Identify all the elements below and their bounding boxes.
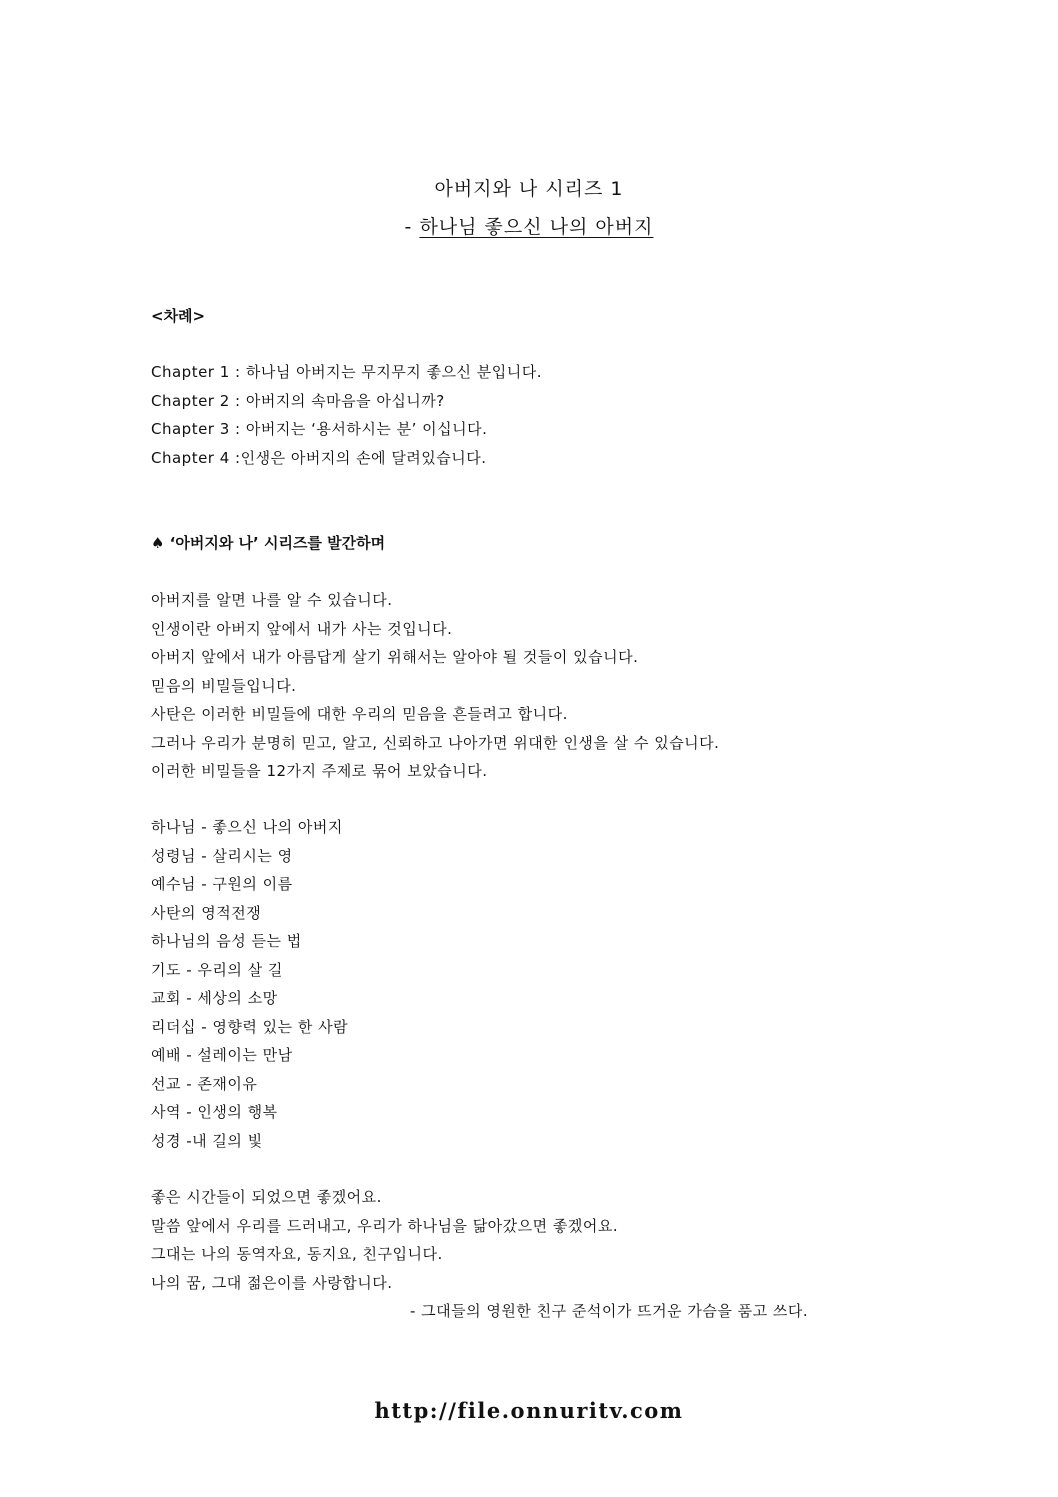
topic-item: 성령님 - 살리시는 영 (151, 846, 293, 865)
toc-heading: <차례> (151, 307, 206, 325)
toc-item: Chapter 3 : 아버지는 ‘용서하시는 분’ 이십니다. (151, 420, 488, 438)
intro-line: 이러한 비밀들을 12가지 주제로 묶어 보았습니다. (151, 762, 488, 780)
topic-item: 사역 - 인생의 행복 (151, 1103, 278, 1121)
intro-line: 믿음의 비밀들입니다. (151, 676, 297, 695)
closing-line: 좋은 시간들이 되었으면 좋겠어요. (151, 1188, 382, 1206)
intro-line: 아버지 앞에서 내가 아름답게 살기 위해서는 알아야 될 것들이 있습니다. (151, 648, 639, 666)
intro-line: 사탄은 이러한 비밀들에 대한 우리의 믿음을 흔들려고 합니다. (151, 705, 568, 723)
closing-line: 그대는 나의 동역자요, 동지요, 친구입니다. (151, 1245, 443, 1263)
topic-item: 리더십 - 영향력 있는 한 사람 (151, 1017, 349, 1036)
topic-item: 예배 - 설레이는 만남 (151, 1046, 293, 1064)
closing-line: 말씀 앞에서 우리를 드러내고, 우리가 하나님을 닮아갔으면 좋겠어요. (151, 1216, 619, 1235)
topic-item: 성경 -내 길의 빛 (151, 1131, 263, 1150)
intro-paragraph (151, 586, 719, 786)
topic-item: 하나님의 음성 듣는 법 (151, 932, 302, 950)
author-signature: - 그대들의 영원한 친구 준석이가 뜨거운 가슴을 품고 쓰다. (410, 1302, 809, 1320)
topic-item: 기도 - 우리의 살 길 (151, 960, 283, 979)
toc-item: Chapter 1 : 하나님 아버지는 무지무지 좋으신 분입니다. (151, 363, 543, 381)
intro-line: 인생이란 아버지 앞에서 내가 사는 것입니다. (151, 619, 453, 638)
subtitle-dash: - (404, 216, 420, 238)
toc-item: Chapter 4 :인생은 아버지의 손에 달려있습니다. (151, 448, 487, 467)
topic-item: 예수님 - 구원의 이름 (151, 875, 293, 893)
footer-url: http://file.onnuritv.com (374, 1398, 684, 1423)
toc-list (151, 358, 542, 472)
topic-item: 교회 - 세상의 소망 (151, 989, 278, 1007)
topic-item: 하나님 - 좋으신 나의 아버지 (151, 818, 343, 836)
document-subtitle (0, 212, 1058, 239)
closing-paragraph (151, 1183, 618, 1297)
section-heading: ♠ ‘아버지와 나’ 시리즈를 발간하며 (151, 534, 386, 552)
topic-item: 사탄의 영적전쟁 (151, 903, 262, 922)
topic-item: 선교 - 존재이유 (151, 1074, 258, 1093)
topic-list (151, 813, 348, 1155)
intro-line: 아버지를 알면 나를 알 수 있습니다. (151, 591, 393, 609)
closing-line: 나의 꿈, 그대 젊은이를 사랑합니다. (151, 1273, 393, 1292)
subtitle-text: 하나님 좋으신 나의 아버지 (419, 216, 654, 238)
intro-line: 그러나 우리가 분명히 믿고, 알고, 신뢰하고 나아가면 위대한 인생을 살 수 있습니다. (151, 733, 720, 752)
document-title: 아버지와 나 시리즈 1 (434, 178, 624, 200)
toc-item: Chapter 2 : 아버지의 속마음을 아십니까? (151, 391, 445, 410)
